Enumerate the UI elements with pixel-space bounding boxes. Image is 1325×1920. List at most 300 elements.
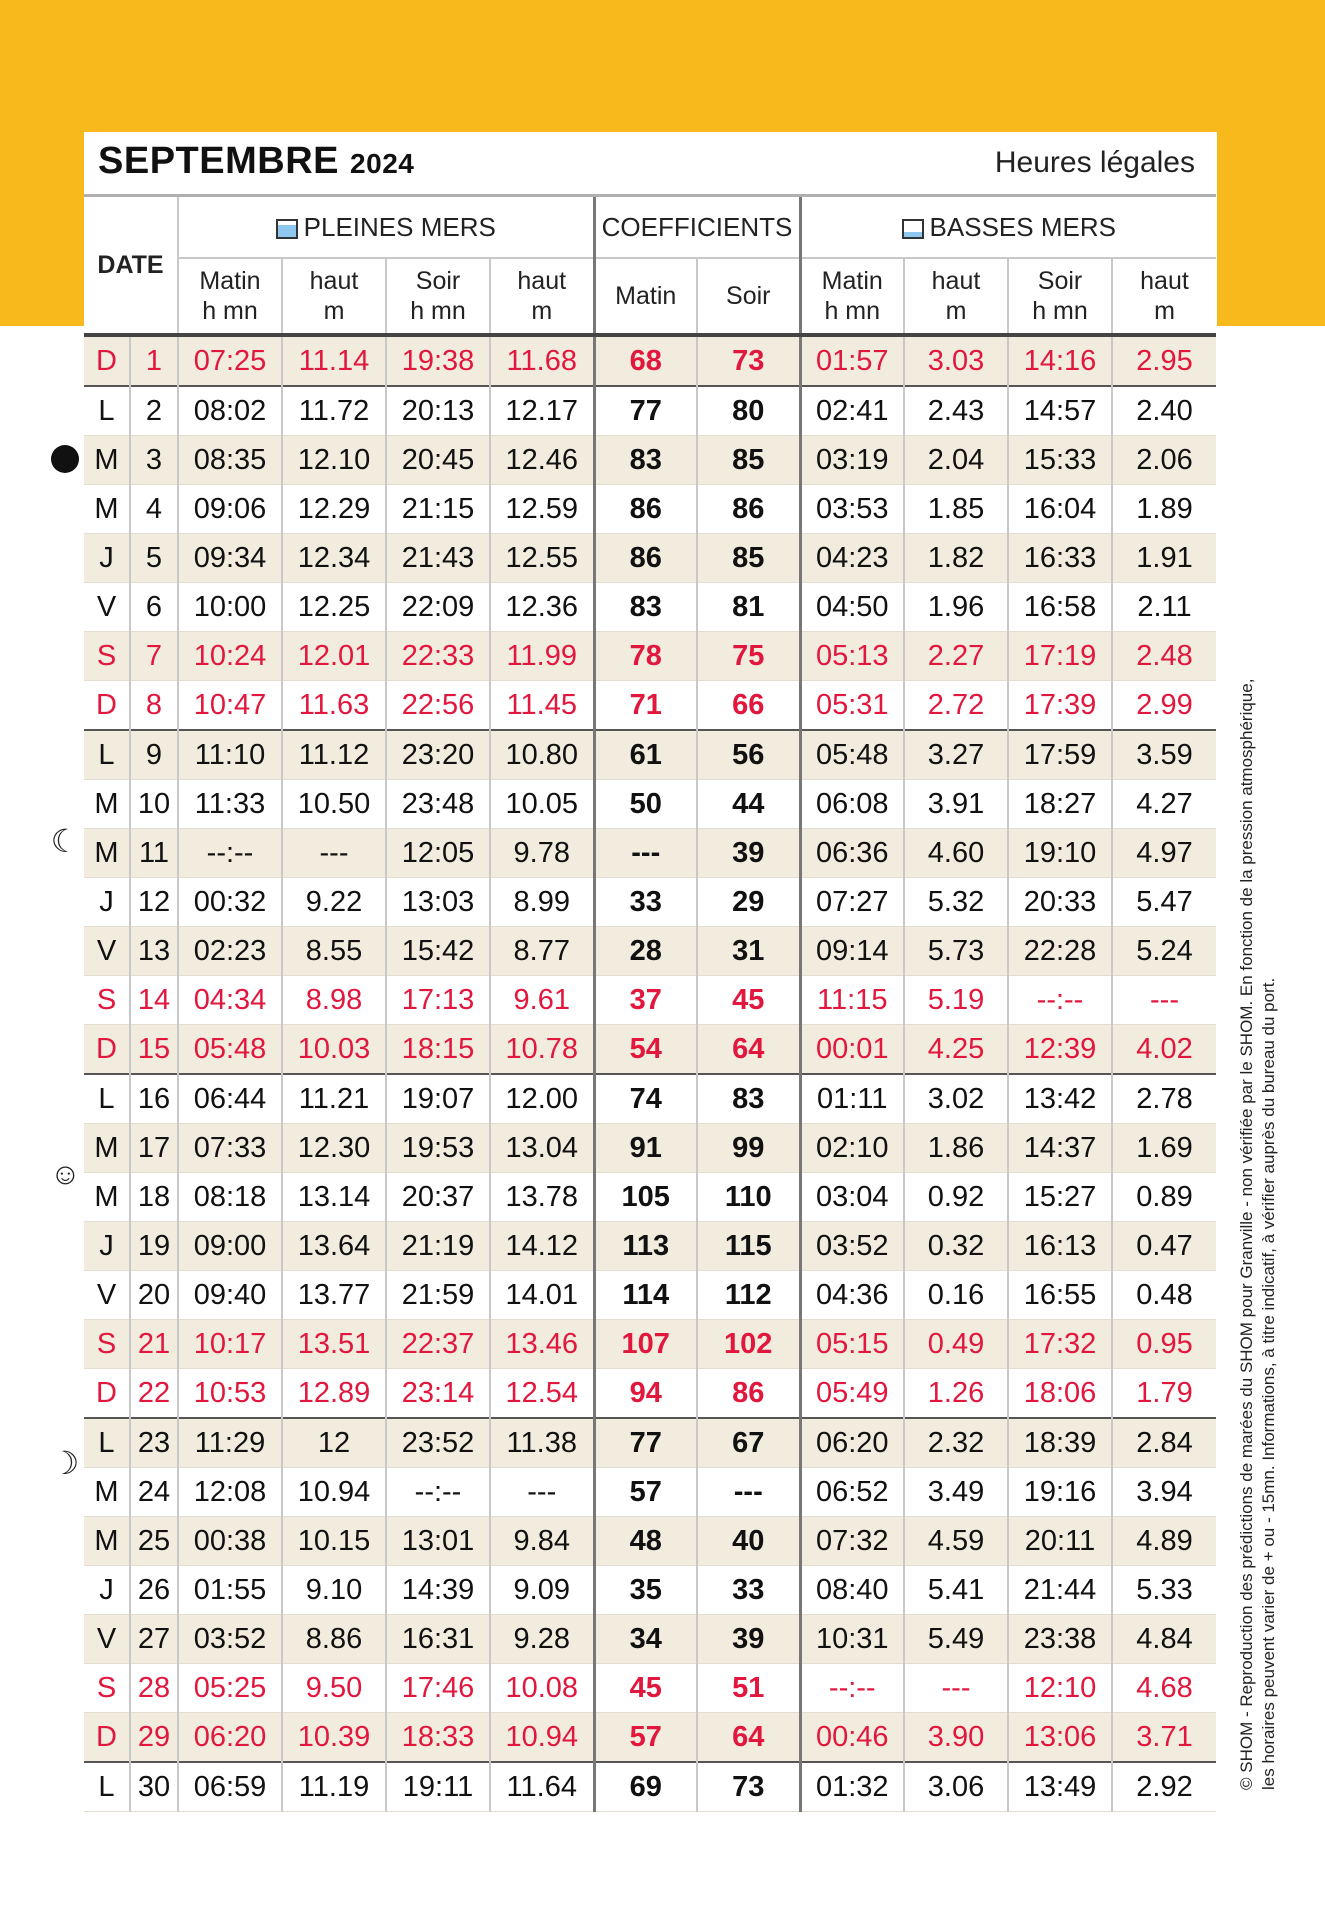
pm-time-morning: 05:48: [178, 1025, 282, 1075]
pm-height-evening: 12.00: [490, 1074, 594, 1124]
table-row: [84, 927, 1216, 976]
coef-soir-header: Soir: [697, 258, 800, 335]
bm-height-morning: 2.72: [904, 681, 1008, 731]
date-cell: 1: [130, 335, 178, 386]
pm-time-morning: 11:29: [178, 1418, 282, 1468]
full-moon-icon: ☺: [50, 1158, 81, 1191]
date-cell: 24: [130, 1468, 178, 1517]
bm-time-evening: 14:57: [1008, 386, 1112, 436]
pm-height-evening: 10.80: [490, 730, 594, 780]
pm-height-evening: 13.46: [490, 1320, 594, 1369]
pm-time-evening: 22:37: [386, 1320, 490, 1369]
coef-morning: 54: [594, 1025, 697, 1075]
col-unit: m: [945, 297, 967, 325]
table-row: [84, 1713, 1216, 1763]
pm-time-morning: 09:34: [178, 534, 282, 583]
coef-morning: 33: [594, 878, 697, 927]
date-cell: 11: [130, 829, 178, 878]
coef-evening: 85: [697, 534, 800, 583]
coef-evening: 66: [697, 681, 800, 731]
day-cell: V: [84, 1271, 130, 1320]
table-row: [84, 1173, 1216, 1222]
pm-time-morning: 00:32: [178, 878, 282, 927]
table-row: [84, 1762, 1216, 1812]
day-cell: D: [84, 1369, 130, 1419]
bm-time-morning: 09:14: [800, 927, 904, 976]
pm-time-evening: 13:01: [386, 1517, 490, 1566]
bm-height-evening: 0.48: [1112, 1271, 1216, 1320]
coefficients-label: COEFFICIENTS: [601, 211, 793, 242]
pm-height-morning: 12.34: [282, 534, 386, 583]
pm-time-evening: 21:15: [386, 485, 490, 534]
bm-height-evening: 2.11: [1112, 583, 1216, 632]
pm-time-evening: 21:43: [386, 534, 490, 583]
pm-time-morning: 05:25: [178, 1664, 282, 1713]
bm-time-evening: 14:37: [1008, 1124, 1112, 1173]
coef-morning: 68: [594, 335, 697, 386]
bm-height-evening: 0.47: [1112, 1222, 1216, 1271]
pm-time-evening: 23:52: [386, 1418, 490, 1468]
pm-time-morning: 11:10: [178, 730, 282, 780]
coef-evening: 73: [697, 1762, 800, 1812]
pm-height-evening: 12.46: [490, 436, 594, 485]
bm-time-evening: 18:39: [1008, 1418, 1112, 1468]
pm-height-evening: 13.78: [490, 1173, 594, 1222]
day-cell: J: [84, 1222, 130, 1271]
bm-height-evening: 1.91: [1112, 534, 1216, 583]
pm-time-morning: 01:55: [178, 1566, 282, 1615]
bm-time-morning: 07:32: [800, 1517, 904, 1566]
bm-height-evening: 5.47: [1112, 878, 1216, 927]
day-cell: M: [84, 1468, 130, 1517]
pm-time-evening: 22:09: [386, 583, 490, 632]
coef-morning: 37: [594, 976, 697, 1025]
pm-time-morning: 11:33: [178, 780, 282, 829]
pleines-mers-label: PLEINES MERS: [303, 211, 496, 242]
coef-morning: 35: [594, 1566, 697, 1615]
date-cell: 30: [130, 1762, 178, 1812]
date-cell: 21: [130, 1320, 178, 1369]
bm-height-evening: 1.89: [1112, 485, 1216, 534]
pm-time-morning: 04:34: [178, 976, 282, 1025]
bm-time-evening: 18:06: [1008, 1369, 1112, 1419]
day-cell: M: [84, 436, 130, 485]
date-cell: 8: [130, 681, 178, 731]
pm-height-evening: 9.09: [490, 1566, 594, 1615]
bm-time-morning: 01:11: [800, 1074, 904, 1124]
pm-time-morning: 10:00: [178, 583, 282, 632]
bm-time-evening: 16:33: [1008, 534, 1112, 583]
pm-time-evening: 17:13: [386, 976, 490, 1025]
day-cell: D: [84, 335, 130, 386]
pm-matin-header: [178, 258, 282, 335]
pm-time-morning: 10:24: [178, 632, 282, 681]
bm-time-morning: 05:49: [800, 1369, 904, 1419]
pm-time-morning: 02:23: [178, 927, 282, 976]
coef-evening: 45: [697, 976, 800, 1025]
bm-height-evening: 4.68: [1112, 1664, 1216, 1713]
bm-height-evening: 5.24: [1112, 927, 1216, 976]
bm-height-morning: 1.26: [904, 1369, 1008, 1419]
bm-height-morning: 5.32: [904, 878, 1008, 927]
pm-height-evening: 12.17: [490, 386, 594, 436]
table-row: [84, 730, 1216, 780]
table-row: [84, 485, 1216, 534]
pm-height-morning: 12.01: [282, 632, 386, 681]
coef-morning: 114: [594, 1271, 697, 1320]
bm-matin-header: [800, 258, 904, 335]
date-cell: 17: [130, 1124, 178, 1173]
bm-height-morning: 0.32: [904, 1222, 1008, 1271]
bm-haut1-header: [904, 258, 1008, 335]
pm-time-morning: 00:38: [178, 1517, 282, 1566]
pm-time-morning: --:--: [178, 829, 282, 878]
coef-morning: 48: [594, 1517, 697, 1566]
low-tide-icon: [902, 219, 924, 239]
col-unit: h mn: [202, 297, 258, 325]
pm-height-evening: 10.94: [490, 1713, 594, 1763]
pm-height-morning: 10.15: [282, 1517, 386, 1566]
table-row: [84, 335, 1216, 386]
pm-height-morning: 11.63: [282, 681, 386, 731]
table-row: [84, 1664, 1216, 1713]
date-header: [84, 196, 178, 336]
date-cell: 25: [130, 1517, 178, 1566]
coef-evening: 40: [697, 1517, 800, 1566]
pm-time-evening: 22:56: [386, 681, 490, 731]
col-label: Matin: [199, 267, 261, 295]
pm-time-evening: 23:48: [386, 780, 490, 829]
table-row: [84, 1025, 1216, 1075]
bm-time-evening: 16:13: [1008, 1222, 1112, 1271]
bm-height-morning: 5.73: [904, 927, 1008, 976]
pm-height-morning: 10.50: [282, 780, 386, 829]
bm-height-morning: 0.92: [904, 1173, 1008, 1222]
table-row: [84, 1369, 1216, 1419]
table-row: [84, 583, 1216, 632]
pm-height-evening: 14.01: [490, 1271, 594, 1320]
day-cell: D: [84, 1025, 130, 1075]
bm-height-evening: 1.79: [1112, 1369, 1216, 1419]
day-cell: L: [84, 1418, 130, 1468]
coef-evening: 39: [697, 829, 800, 878]
bm-height-morning: 3.03: [904, 335, 1008, 386]
pm-height-evening: 9.84: [490, 1517, 594, 1566]
day-cell: V: [84, 583, 130, 632]
pm-time-morning: 09:40: [178, 1271, 282, 1320]
coef-evening: 86: [697, 1369, 800, 1419]
bm-height-morning: 5.41: [904, 1566, 1008, 1615]
coefficients-header: [594, 196, 800, 259]
day-cell: S: [84, 1320, 130, 1369]
bm-time-morning: 05:15: [800, 1320, 904, 1369]
coef-evening: 31: [697, 927, 800, 976]
pm-height-morning: 12.29: [282, 485, 386, 534]
table-row: [84, 878, 1216, 927]
coef-morning: 107: [594, 1320, 697, 1369]
coef-evening: 110: [697, 1173, 800, 1222]
coef-evening: 33: [697, 1566, 800, 1615]
date-cell: 19: [130, 1222, 178, 1271]
date-cell: 16: [130, 1074, 178, 1124]
bm-time-evening: 12:39: [1008, 1025, 1112, 1075]
day-cell: L: [84, 1762, 130, 1812]
pm-time-evening: 23:14: [386, 1369, 490, 1419]
pm-height-morning: 9.50: [282, 1664, 386, 1713]
pm-height-morning: 12.10: [282, 436, 386, 485]
table-row: [84, 976, 1216, 1025]
bm-time-evening: 17:32: [1008, 1320, 1112, 1369]
bm-time-morning: 02:41: [800, 386, 904, 436]
day-cell: L: [84, 730, 130, 780]
coef-evening: 81: [697, 583, 800, 632]
year-label: 2024: [350, 148, 415, 179]
date-cell: 27: [130, 1615, 178, 1664]
pm-time-morning: 10:53: [178, 1369, 282, 1419]
bm-time-evening: 15:33: [1008, 436, 1112, 485]
day-cell: V: [84, 927, 130, 976]
bm-height-evening: 4.89: [1112, 1517, 1216, 1566]
pm-height-morning: 10.94: [282, 1468, 386, 1517]
pm-time-morning: 10:47: [178, 681, 282, 731]
pm-time-evening: 13:03: [386, 878, 490, 927]
coef-evening: 85: [697, 436, 800, 485]
coef-morning: 28: [594, 927, 697, 976]
bm-height-morning: 5.49: [904, 1615, 1008, 1664]
bm-time-evening: 14:16: [1008, 335, 1112, 386]
bm-time-morning: 04:36: [800, 1271, 904, 1320]
bm-time-evening: 23:38: [1008, 1615, 1112, 1664]
pm-time-morning: 07:33: [178, 1124, 282, 1173]
date-cell: 28: [130, 1664, 178, 1713]
bm-time-evening: 17:19: [1008, 632, 1112, 681]
pm-time-evening: 20:45: [386, 436, 490, 485]
bm-time-evening: 13:42: [1008, 1074, 1112, 1124]
pm-height-morning: 8.86: [282, 1615, 386, 1664]
coef-morning: 113: [594, 1222, 697, 1271]
bm-time-morning: 07:27: [800, 878, 904, 927]
coef-morning: 83: [594, 436, 697, 485]
bm-height-morning: 4.59: [904, 1517, 1008, 1566]
coef-morning: 69: [594, 1762, 697, 1812]
pm-time-evening: 19:11: [386, 1762, 490, 1812]
copyright-line-2: les horaires peuvent varier de + ou - 15mn. Informations, à titre indicatif, à vérifier auprès du bureau du port.: [1259, 977, 1278, 1790]
pm-height-morning: 9.10: [282, 1566, 386, 1615]
bm-haut2-header: [1112, 258, 1216, 335]
bm-height-evening: 3.94: [1112, 1468, 1216, 1517]
day-cell: S: [84, 976, 130, 1025]
coef-evening: 115: [697, 1222, 800, 1271]
coef-morning: 83: [594, 583, 697, 632]
col-label: haut: [309, 267, 359, 295]
bm-time-morning: 01:32: [800, 1762, 904, 1812]
pm-height-evening: 9.61: [490, 976, 594, 1025]
bm-height-evening: 4.27: [1112, 780, 1216, 829]
pm-time-morning: 08:35: [178, 436, 282, 485]
bm-height-evening: 2.48: [1112, 632, 1216, 681]
title-bar: [84, 132, 1217, 194]
date-cell: 18: [130, 1173, 178, 1222]
pm-height-evening: 12.59: [490, 485, 594, 534]
date-cell: 10: [130, 780, 178, 829]
pm-height-morning: 11.12: [282, 730, 386, 780]
table-row: [84, 681, 1216, 731]
bm-height-evening: 4.84: [1112, 1615, 1216, 1664]
bm-time-evening: 19:16: [1008, 1468, 1112, 1517]
pm-height-morning: 13.51: [282, 1320, 386, 1369]
pm-time-evening: 17:46: [386, 1664, 490, 1713]
pm-height-evening: 9.78: [490, 829, 594, 878]
bm-height-morning: 0.49: [904, 1320, 1008, 1369]
coef-morning: 57: [594, 1468, 697, 1517]
table-row: [84, 829, 1216, 878]
col-label: Soir: [1037, 267, 1083, 295]
pm-height-morning: 11.21: [282, 1074, 386, 1124]
pm-time-evening: 20:37: [386, 1173, 490, 1222]
pleines-mers-header: [178, 196, 594, 259]
pm-height-morning: 8.98: [282, 976, 386, 1025]
day-cell: M: [84, 1124, 130, 1173]
table-row: [84, 1074, 1216, 1124]
coef-evening: 44: [697, 780, 800, 829]
last-quarter-icon: ☽: [50, 1445, 80, 1481]
page-title: [98, 140, 414, 183]
bm-height-evening: 2.99: [1112, 681, 1216, 731]
bm-height-evening: 0.89: [1112, 1173, 1216, 1222]
day-cell: L: [84, 386, 130, 436]
bm-time-morning: 03:04: [800, 1173, 904, 1222]
pm-haut2-header: [490, 258, 594, 335]
pm-time-morning: 10:17: [178, 1320, 282, 1369]
pm-height-evening: 11.99: [490, 632, 594, 681]
pm-time-morning: 06:44: [178, 1074, 282, 1124]
bm-time-morning: 06:08: [800, 780, 904, 829]
bm-height-morning: 2.04: [904, 436, 1008, 485]
coef-morning: 45: [594, 1664, 697, 1713]
pm-height-evening: ---: [490, 1468, 594, 1517]
pm-height-evening: 12.36: [490, 583, 594, 632]
bm-time-evening: 13:06: [1008, 1713, 1112, 1763]
bm-time-evening: 16:58: [1008, 583, 1112, 632]
day-cell: M: [84, 780, 130, 829]
bm-height-evening: 2.40: [1112, 386, 1216, 436]
pm-time-morning: 08:18: [178, 1173, 282, 1222]
bm-height-morning: 1.85: [904, 485, 1008, 534]
pm-time-evening: 19:53: [386, 1124, 490, 1173]
bm-height-morning: 3.02: [904, 1074, 1008, 1124]
pm-height-morning: 13.64: [282, 1222, 386, 1271]
bm-height-evening: 2.84: [1112, 1418, 1216, 1468]
tide-table: [84, 194, 1216, 1812]
date-cell: 23: [130, 1418, 178, 1468]
day-cell: S: [84, 632, 130, 681]
col-label: Soir: [415, 267, 461, 295]
bm-time-evening: 18:27: [1008, 780, 1112, 829]
pm-time-morning: 06:59: [178, 1762, 282, 1812]
bm-height-evening: 0.95: [1112, 1320, 1216, 1369]
coef-evening: 73: [697, 335, 800, 386]
pm-soir-header: [386, 258, 490, 335]
tide-rows: [84, 335, 1216, 1812]
pm-height-morning: 12: [282, 1418, 386, 1468]
pm-time-evening: 18:15: [386, 1025, 490, 1075]
bm-height-evening: 2.06: [1112, 436, 1216, 485]
pm-height-evening: 9.28: [490, 1615, 594, 1664]
pm-time-evening: --:--: [386, 1468, 490, 1517]
day-cell: V: [84, 1615, 130, 1664]
table-row: [84, 632, 1216, 681]
col-unit: m: [531, 297, 553, 325]
table-row: [84, 780, 1216, 829]
pm-height-evening: 8.99: [490, 878, 594, 927]
high-tide-icon: [276, 219, 298, 239]
date-cell: 4: [130, 485, 178, 534]
bm-time-morning: 05:48: [800, 730, 904, 780]
bm-time-morning: 00:46: [800, 1713, 904, 1763]
date-cell: 7: [130, 632, 178, 681]
coef-morning: 78: [594, 632, 697, 681]
bm-time-evening: 20:11: [1008, 1517, 1112, 1566]
pm-time-evening: 19:38: [386, 335, 490, 386]
bm-height-morning: 3.91: [904, 780, 1008, 829]
bm-height-morning: 0.16: [904, 1271, 1008, 1320]
bm-height-morning: 2.27: [904, 632, 1008, 681]
bm-height-morning: 4.25: [904, 1025, 1008, 1075]
coef-evening: 112: [697, 1271, 800, 1320]
date-cell: 14: [130, 976, 178, 1025]
day-cell: M: [84, 1173, 130, 1222]
basses-mers-label: BASSES MERS: [929, 211, 1116, 242]
date-header-label: DATE: [97, 250, 164, 279]
table-row: [84, 1615, 1216, 1664]
coef-evening: 64: [697, 1025, 800, 1075]
pm-height-morning: 13.14: [282, 1173, 386, 1222]
bm-time-evening: 22:28: [1008, 927, 1112, 976]
pm-time-evening: 15:42: [386, 927, 490, 976]
coef-matin-header: Matin: [594, 258, 697, 335]
copyright-note: [1236, 540, 1280, 1790]
coef-evening: 80: [697, 386, 800, 436]
pm-haut1-header: [282, 258, 386, 335]
table-row: [84, 1566, 1216, 1615]
col-label: haut: [1140, 267, 1189, 295]
table-row: [84, 1517, 1216, 1566]
bm-soir-header: [1008, 258, 1112, 335]
bm-height-morning: 1.82: [904, 534, 1008, 583]
date-cell: 15: [130, 1025, 178, 1075]
day-cell: M: [84, 485, 130, 534]
pm-height-morning: 11.14: [282, 335, 386, 386]
bm-time-morning: 06:52: [800, 1468, 904, 1517]
coef-morning: 86: [594, 534, 697, 583]
coef-evening: 75: [697, 632, 800, 681]
coef-evening: 102: [697, 1320, 800, 1369]
table-row: [84, 1418, 1216, 1468]
pm-height-morning: 11.19: [282, 1762, 386, 1812]
bm-height-evening: 5.33: [1112, 1566, 1216, 1615]
bm-time-morning: 06:20: [800, 1418, 904, 1468]
day-cell: M: [84, 829, 130, 878]
pm-height-morning: ---: [282, 829, 386, 878]
day-cell: D: [84, 1713, 130, 1763]
coef-morning: 77: [594, 386, 697, 436]
pm-height-evening: 8.77: [490, 927, 594, 976]
pm-height-evening: 12.55: [490, 534, 594, 583]
bm-height-evening: 2.78: [1112, 1074, 1216, 1124]
date-cell: 20: [130, 1271, 178, 1320]
table-row: [84, 534, 1216, 583]
pm-height-morning: 13.77: [282, 1271, 386, 1320]
